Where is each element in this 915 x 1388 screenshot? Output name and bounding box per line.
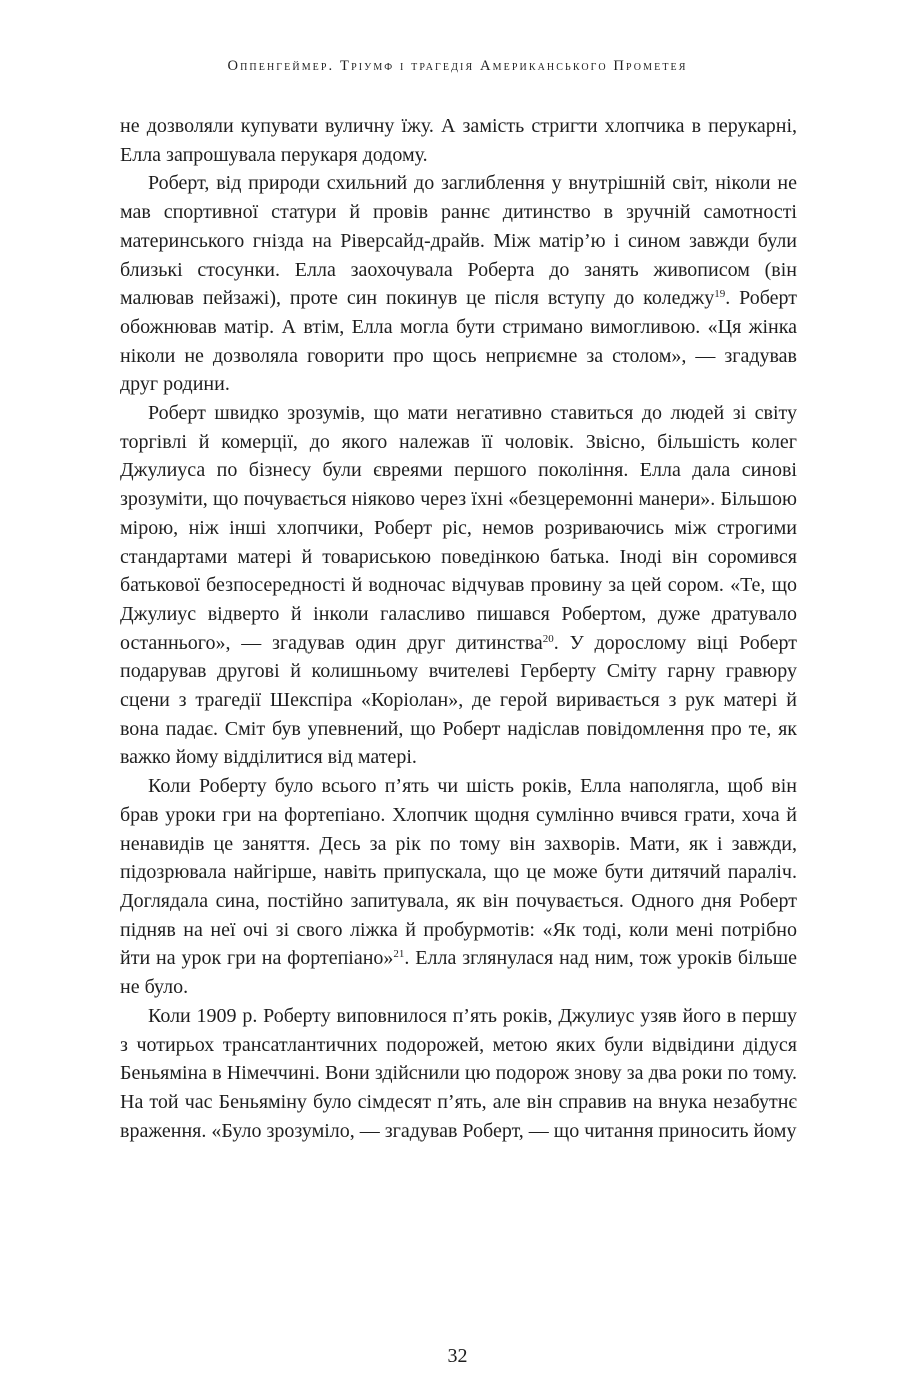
footnote-ref-20: 20 [542,632,554,645]
paragraph-text: не дозволяли купувати вуличну їжу. А замість стригти хлопчика в перукарні, Елла запрошувала перукаря додому. [120,115,797,166]
paragraph-text: . Роберт обожнював матір. А втім, Елла могла бути стримано вимогливою. «Ця жінка ніколи не дозволяла говорити про щось неприємне за столом», — згадував друг родини. [120,287,798,396]
paragraph-text: Роберт, від природи схильний до заглиблення у внутрішній світ, ніколи не мав спортивної статури й провів раннє дитинство в зручній самотності материнського гнізда на Ріверсайд-драйв. Між матір’ю і сином завжди були близькі стосунки. Елла заохочувала Роберта до занять живописом (він малював пейзажі), проте син покинув це після вступу до коледжу [120,172,797,310]
page-number: 32 [447,1345,468,1367]
paragraph-text: Коли 1909 р. Роберту виповнилося п’ять років, Джулиус узяв його в першу з чотирьох трансатлантичних подорожей, метою яких були відвідини дідуся Беньяміна в Німеччині. Вони здійснили цю подорож знову за два роки по тому. На той час Беньяміну було сімдесят п’ять, але він справив на внука незабутнє враження. «Було зрозуміло, — згадував Роберт, — що читання приносить йому [120,1004,797,1142]
paragraph-text: Роберт швидко зрозумів, що мати негативно ставиться до людей зі світу торгівлі й комерції, до якого належав її чоловік. Звісно, більшість колег Джулиуса по бізнесу були євреями першого покоління. Елла дала синові зрозуміти, що почувається ніяково через їхні «безцеремонні манери». Більшою мірою, ніж інші хлопчики, Роберт ріс, немов розриваючись між строгими стандартами матері й товариською поведінкою батька. Іноді він соромився батькової безпосередності й водночас відчував провину за цей сором. «Те, що Джулиус відверто й інколи галасливо пишався Робертом, дуже дратувало останнього», — згадував один друг дитинства [120,402,797,654]
body-text [120,112,797,1145]
footnote-ref-21: 21 [393,948,405,961]
paragraph-1 [120,112,797,169]
paragraph-5 [120,1002,797,1146]
paragraph-2 [120,169,797,399]
running-header: Оппенгеймер. Тріумф і трагедія Американського Прометея [227,58,688,74]
footnote-ref-19: 19 [714,288,726,301]
paragraph-text: . У дорослому віці Роберт подарував другові й колишньому вчителеві Герберту Сміту гарну гравюру сцени з трагедії Шекспіра «Коріолан», де герой виривається з рук матері й вона падає. Сміт був упевнений, що Роберт надіслав повідомлення про те, як важко йому відділитися від матері. [120,631,797,769]
paragraph-4 [120,772,797,1002]
paragraph-text: . Елла зглянулася над ним, тож уроків більше не було. [120,947,797,999]
paragraph-3 [120,399,797,772]
paragraph-text: Коли Роберту було всього п’ять чи шість років, Елла наполягла, щоб він брав уроки гри на фортепіано. Хлопчик щодня сумлінно вчився грати, хоча й ненавидів це заняття. Десь за рік по тому він захворів. Мати, як і завжди, підозрювала найгірше, навіть припускала, що це може бути дитячий параліч. Доглядала сина, постійно запитувала, як він почувається. Одного дня Роберт підняв на неї очі зі свого ліжка й пробурмотів: «Як тоді, коли мені потрібно йти на урок гри на фортепіано» [120,775,797,970]
